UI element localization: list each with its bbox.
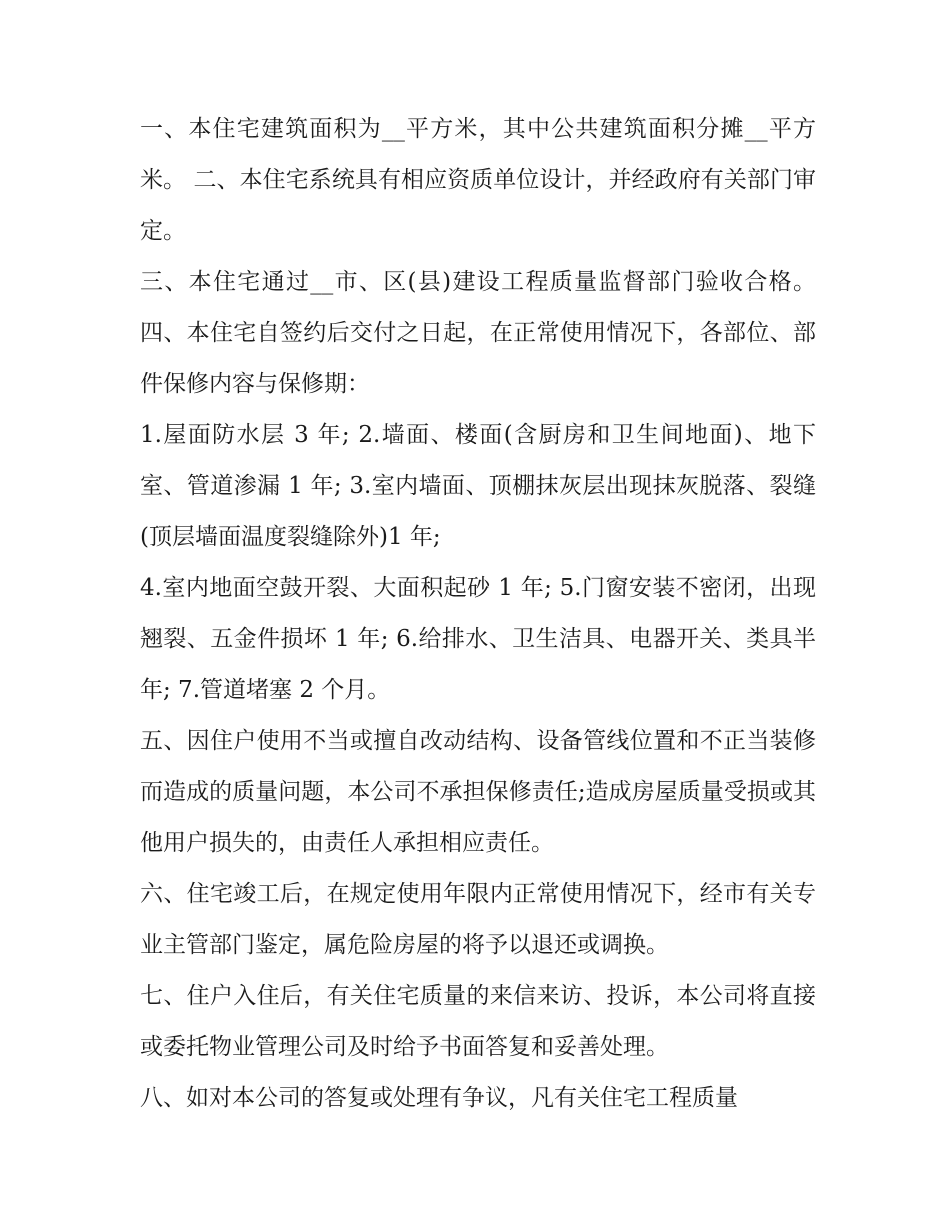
paragraph-warranty-items-4-7: 4.室内地面空鼓开裂、大面积起砂 1 年; 5.门窗安装不密闭，出现翘裂、五金件损坏 1 年; 6.给排水、卫生洁具、电器开关、类具半年; 7.管道堵塞 2 个月。 — [140, 575, 816, 703]
paragraph-section-seven: 七、住户入住后，有关住宅质量的来信来访、投诉，本公司将直接或委托物业管理公司及时给予书面答复和妥善处理。 — [140, 983, 816, 1060]
paragraph-inspection-and-warranty: 三、本住宅通过__市、区(县)建设工程质量监督部门验收合格。 四、本住宅自签约后交付之日起，在正常使用情况下，各部位、部件保修内容与保修期： — [140, 269, 816, 397]
paragraph-section-eight: 八、如对本公司的答复或处理有争议，凡有关住宅工程质量 — [140, 1085, 738, 1111]
paragraph-warranty-items-1-3: 1.屋面防水层 3 年; 2.墙面、楼面(含厨房和卫生间地面)、地下室、管道渗漏 1 年; 3.室内墙面、顶棚抹灰层出现抹灰脱落、裂缝(顶层墙面温度裂缝除外)1 年; — [140, 422, 816, 550]
paragraph-section-five: 五、因住户使用不当或擅自改动结构、设备管线位置和不正当装修而造成的质量问题，本公司不承担保修责任;造成房屋质量受损或其他用户损失的，由责任人承担相应责任。 — [140, 728, 816, 856]
document-body — [140, 104, 816, 1124]
paragraph-section-six: 六、住宅竣工后，在规定使用年限内正常使用情况下，经市有关专业主管部门鉴定，属危险房屋的将予以退还或调换。 — [140, 881, 816, 958]
paragraph-area-and-design: 一、本住宅建筑面积为__平方米，其中公共建筑面积分摊__平方米。 二、本住宅系统具有相应资质单位设计，并经政府有关部门审定。 — [140, 116, 816, 244]
